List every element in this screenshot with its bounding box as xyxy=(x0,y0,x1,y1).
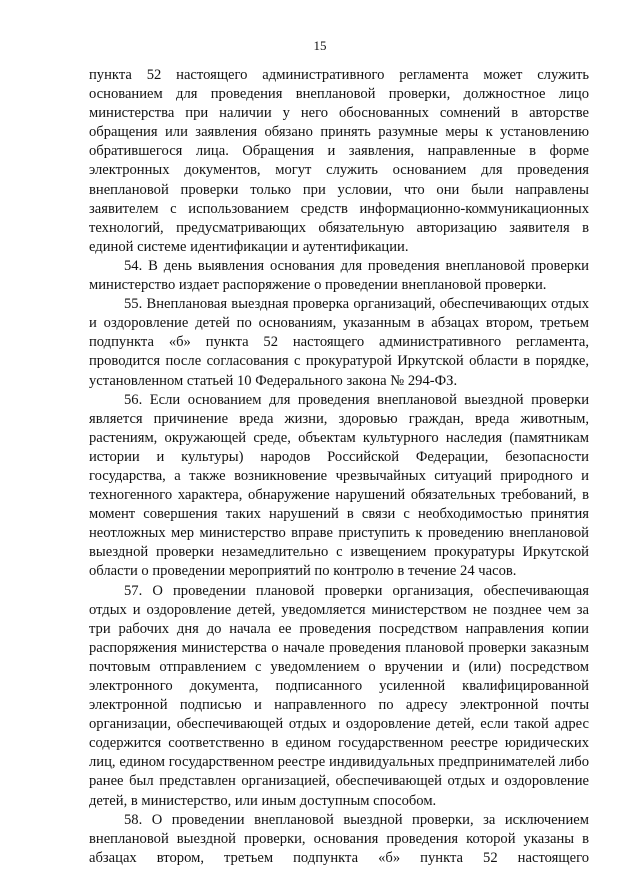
paragraph-item-55: 55. Внеплановая выездная проверка организаций, обеспечивающих отдых и оздоровление детей по основаниям, указанным в абзацах втором, третьем подпункта «б» пункта 52 настоящего административного регламента, проводится после согласования с прокуратурой Иркутской области в порядке, установленном статьей 10 Федерального закона № 294-ФЗ. xyxy=(89,296,589,389)
body-text xyxy=(89,66,589,868)
paragraph-item-54: 54. В день выявления основания для проведения внеплановой проверки министерство издает распоряжение о проведении внеплановой проверки. xyxy=(89,257,589,294)
page-number: 15 xyxy=(313,38,327,53)
paragraph-item-57: 57. О проведении плановой проверки организация, обеспечивающая отдых и оздоровление детей, уведомляется министерством не позднее чем за три рабочих дня до начала ее проведения посредством направления копии распоряжения министерства о начале проведения плановой проверки заказным почтовым отправлением с уведомлением о вручении и (или) посредством электронного документа, подписанного усиленной квалифицированной электронной подписью и направленного по адресу электронной почты организации, обеспечивающей отдых и оздоровление детей, если такой адрес содержится соответственно в едином государственном реестре юридических лиц, едином государственном реестре индивидуальных предпринимателей либо ранее был представлен организацией, обеспечивающей отдых и оздоровление детей, в министерство, или иным доступным способом. xyxy=(89,582,589,809)
paragraph-item-58: 58. О проведении внеплановой выездной проверки, за исключением внеплановой выездной проверки, основания проведения которой указаны в абзацах втором, третьем подпункта «б» пункта 52 настоящего xyxy=(89,811,589,866)
paragraph-item-56: 56. Если основанием для проведения внеплановой выездной проверки является причинение вреда жизни, здоровью граждан, вреда животным, растениям, окружающей среде, объектам культурного наследия (памятникам истории и культуры) народов Российской Федерации, безопасности государства, а также возникновение чрезвычайных ситуаций природного и техногенного характера, обнаружение нарушений обязательных требований, в момент совершения таких нарушений в связи с необходимостью принятия неотложных мер министерство вправе приступить к проведению внеплановой выездной проверки незамедлительно с извещением прокуратуры Иркутской области о проведении мероприятий по контролю в течение 24 часов. xyxy=(89,391,589,580)
paragraph-continuation: пункта 52 настоящего административного регламента может служить основанием для проведения внеплановой проверки, должностное лицо министерства при наличии у него обоснованных сомнений в авторстве обращения или заявления обязано принять разумные меры к установлению обратившегося лица. Обращения и заявления, направленные в форме электронных документов, могут служить основанием для проведения внеплановой проверки только при условии, что они были направлены заявителем с использованием средств информационно-коммуникационных технологий, предусматривающих обязательную авторизацию заявителя в единой системе идентификации и аутентификации. xyxy=(89,67,589,255)
